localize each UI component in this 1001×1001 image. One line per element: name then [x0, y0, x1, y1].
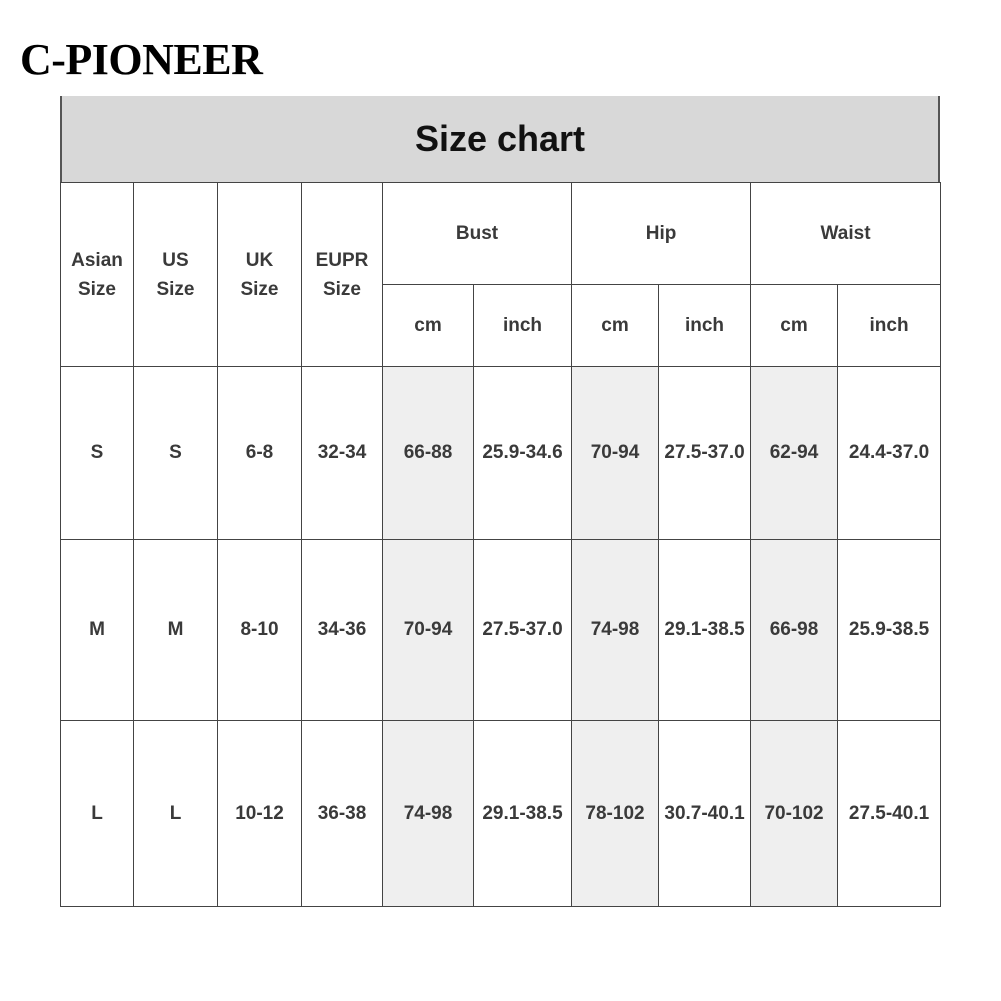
table-row — [61, 721, 941, 907]
header-hip-cm: cm — [572, 285, 659, 367]
cell-hip-inch: 29.1-38.5 — [659, 540, 751, 721]
cell-eupr-size: 32-34 — [302, 367, 383, 540]
header-hip-inch: inch — [659, 285, 751, 367]
table-row — [61, 367, 941, 540]
cell-waist-cm: 66-98 — [751, 540, 838, 721]
cell-hip-cm: 70-94 — [572, 367, 659, 540]
cell-waist-inch: 25.9-38.5 — [838, 540, 941, 721]
cell-waist-inch: 24.4-37.0 — [838, 367, 941, 540]
cell-hip-inch: 27.5-37.0 — [659, 367, 751, 540]
header-eupr-size: EUPR Size — [302, 183, 383, 367]
cell-bust-inch: 29.1-38.5 — [474, 721, 572, 907]
cell-uk-size: 10-12 — [218, 721, 302, 907]
cell-uk-size: 6-8 — [218, 367, 302, 540]
header-waist: Waist — [751, 183, 941, 285]
cell-us-size: S — [134, 367, 218, 540]
cell-hip-cm: 74-98 — [572, 540, 659, 721]
size-chart-table — [60, 182, 941, 907]
chart-title-bar — [60, 96, 940, 182]
cell-bust-cm: 74-98 — [383, 721, 474, 907]
header-hip: Hip — [572, 183, 751, 285]
cell-us-size: M — [134, 540, 218, 721]
cell-eupr-size: 34-36 — [302, 540, 383, 721]
brand-logo: C-PIONEER — [20, 35, 263, 84]
cell-uk-size: 8-10 — [218, 540, 302, 721]
header-us-size: US Size — [134, 183, 218, 367]
cell-waist-cm: 62-94 — [751, 367, 838, 540]
cell-eupr-size: 36-38 — [302, 721, 383, 907]
cell-hip-cm: 78-102 — [572, 721, 659, 907]
header-asian-size: Asian Size — [61, 183, 134, 367]
cell-hip-inch: 30.7-40.1 — [659, 721, 751, 907]
cell-asian-size: S — [61, 367, 134, 540]
header-uk-size: UK Size — [218, 183, 302, 367]
header-bust-cm: cm — [383, 285, 474, 367]
chart-title: Size chart — [414, 118, 586, 159]
header-waist-cm: cm — [751, 285, 838, 367]
cell-bust-inch: 27.5-37.0 — [474, 540, 572, 721]
header-row-groups — [61, 183, 941, 285]
cell-bust-cm: 66-88 — [383, 367, 474, 540]
header-bust: Bust — [383, 183, 572, 285]
cell-bust-cm: 70-94 — [383, 540, 474, 721]
cell-asian-size: M — [61, 540, 134, 721]
header-bust-inch: inch — [474, 285, 572, 367]
cell-waist-cm: 70-102 — [751, 721, 838, 907]
cell-asian-size: L — [61, 721, 134, 907]
header-waist-inch: inch — [838, 285, 941, 367]
table-row — [61, 540, 941, 721]
cell-waist-inch: 27.5-40.1 — [838, 721, 941, 907]
cell-us-size: L — [134, 721, 218, 907]
cell-bust-inch: 25.9-34.6 — [474, 367, 572, 540]
